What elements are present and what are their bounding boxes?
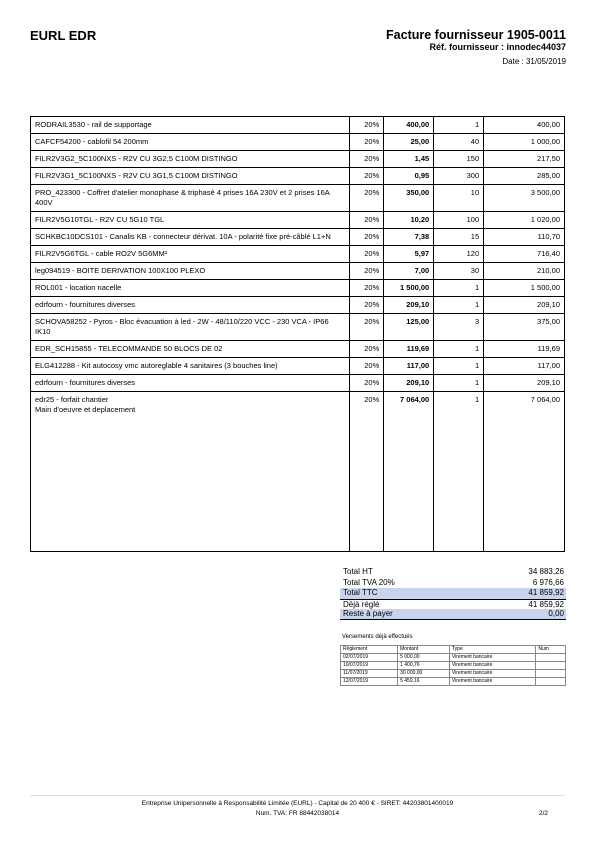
line-unit-price-text: 7,00 (414, 266, 430, 275)
line-quantity (434, 280, 484, 297)
line-description-text: ROL001 - location nacelle (35, 283, 122, 292)
line-vat-text: 20% (364, 232, 380, 241)
line-description-text: PRO_423300 - Coffret d'atelier monophase & triphasé 4 prises 16A 230V et 2 prises 16A 400V (35, 188, 330, 207)
line-row (31, 117, 565, 134)
line-total (484, 134, 565, 151)
line-row (31, 168, 565, 185)
line-quantity (434, 314, 484, 341)
line-description-text: CAFCF54200 - cablofil 54 200mm (35, 137, 149, 146)
line-vat (350, 212, 384, 229)
line-unit-price-text: 209,10 (406, 300, 430, 309)
line-vat (350, 263, 384, 280)
line-description (31, 134, 350, 151)
footer-vat-number: Num. TVA: FR 88442038014 (255, 810, 340, 817)
line-quantity-text: 120 (466, 249, 480, 258)
line-total (484, 297, 565, 314)
line-description (31, 358, 350, 375)
line-quantity (434, 358, 484, 375)
line-unit-price (384, 134, 434, 151)
line-vat (350, 168, 384, 185)
line-quantity-text: 1 (474, 395, 480, 404)
line-total-text: 110,70 (537, 232, 560, 241)
line-vat (350, 341, 384, 358)
payment-date: 12/07/2019 (341, 678, 398, 686)
invoice-date: Date : 31/05/2019 (502, 57, 566, 66)
line-description (31, 212, 350, 229)
payment-amount: 5 000,00 (398, 654, 450, 662)
payments-title: Versements déjà effectués (342, 634, 413, 640)
line-quantity-text: 1 (474, 120, 480, 129)
company-name: EURL EDR (30, 28, 97, 43)
line-unit-price (384, 392, 434, 552)
line-quantity-text: 40 (470, 137, 480, 146)
line-quantity-text: 150 (466, 154, 480, 163)
line-unit-price-text: 1 500,00 (400, 283, 430, 292)
line-row (31, 151, 565, 168)
payment-type: Virement bancaire (449, 654, 536, 662)
line-row (31, 212, 565, 229)
line-row (31, 297, 565, 314)
line-vat-text: 20% (364, 188, 380, 197)
totals-block (340, 567, 566, 620)
payment-type: Virement bancaire (449, 662, 536, 670)
line-description-text: FILR2V3G1_5C100NXS - R2V CU 3G1,5 C100M DISTINGO (35, 171, 238, 180)
line-quantity (434, 297, 484, 314)
line-quantity-text: 15 (470, 232, 480, 241)
line-unit-price (384, 280, 434, 297)
line-unit-price (384, 117, 434, 134)
line-description-text: edrfourn - fournitures diverses (35, 300, 136, 309)
line-vat-text: 20% (364, 361, 380, 370)
line-description (31, 117, 350, 134)
line-unit-price (384, 263, 434, 280)
already-paid-label: Déjà réglé (343, 599, 380, 609)
line-total-text: 1 020,00 (530, 215, 560, 224)
payment-num (536, 654, 566, 662)
line-unit-price (384, 358, 434, 375)
line-unit-price-text: 1,45 (414, 154, 430, 163)
line-quantity (434, 229, 484, 246)
line-description (31, 375, 350, 392)
supplier-reference: Réf. fournisseur : innodec44037 (429, 42, 566, 52)
line-unit-price (384, 246, 434, 263)
total-tva-value: 6 976,66 (532, 577, 564, 587)
line-description-text: FILR2V3G2_5C100NXS - R2V CU 3G2,5 C100M DISTINGO (35, 154, 238, 163)
line-row (31, 263, 565, 280)
line-row (31, 392, 565, 552)
payment-row (341, 678, 566, 686)
line-total-text: 1 000,00 (530, 137, 560, 146)
line-vat-text: 20% (364, 300, 380, 309)
line-quantity (434, 263, 484, 280)
line-vat (350, 134, 384, 151)
total-ttc-value: 41 859,92 (528, 588, 564, 597)
payments-header-row (341, 646, 566, 654)
line-row (31, 358, 565, 375)
payments-table (340, 645, 566, 686)
remaining-label: Reste à payer (343, 609, 393, 618)
line-unit-price-text: 125,00 (406, 317, 430, 326)
line-unit-price (384, 297, 434, 314)
line-description-text: RODRAIL3530 - rail de supportage (35, 120, 152, 129)
line-vat-text: 20% (364, 378, 380, 387)
line-description-text: leg094519 - BOITE DERIVATION 100X100 PLEXO (35, 266, 206, 275)
line-description (31, 280, 350, 297)
line-unit-price-text: 400,00 (406, 120, 430, 129)
line-total (484, 358, 565, 375)
already-paid-value: 41 859,92 (528, 599, 564, 609)
line-total-text: 119,69 (537, 344, 560, 353)
total-tva-row (340, 578, 566, 589)
line-row (31, 375, 565, 392)
total-ht-value: 34 883,26 (528, 567, 564, 576)
remaining-row (340, 609, 566, 620)
page-number: 2/2 (538, 810, 548, 817)
line-total-text: 1 500,00 (530, 283, 560, 292)
line-unit-price (384, 314, 434, 341)
payment-num (536, 662, 566, 670)
line-unit-price-text: 7,38 (414, 232, 430, 241)
line-quantity (434, 375, 484, 392)
line-vat (350, 358, 384, 375)
line-total (484, 212, 565, 229)
line-quantity (434, 185, 484, 212)
line-description (31, 246, 350, 263)
line-vat (350, 280, 384, 297)
line-total-text: 7 064,00 (530, 395, 560, 404)
line-total-text: 285,00 (537, 171, 560, 180)
line-total (484, 117, 565, 134)
line-vat (350, 229, 384, 246)
line-quantity-text: 300 (466, 171, 480, 180)
line-total (484, 168, 565, 185)
payment-date: 11/07/2019 (341, 670, 398, 678)
line-vat-text: 20% (364, 137, 380, 146)
line-unit-price-text: 25,00 (410, 137, 430, 146)
line-vat-text: 20% (364, 171, 380, 180)
line-row (31, 185, 565, 212)
payment-type: Virement bancaire (449, 678, 536, 686)
line-unit-price-text: 209,10 (406, 378, 430, 387)
line-total-text: 209,10 (537, 378, 560, 387)
line-total (484, 229, 565, 246)
payment-num (536, 670, 566, 678)
line-unit-price (384, 168, 434, 185)
line-description-detail: Main d'oeuvre et deplacement (35, 405, 136, 414)
line-unit-price-text: 0,95 (414, 171, 430, 180)
line-unit-price (384, 212, 434, 229)
line-quantity (434, 246, 484, 263)
line-description (31, 151, 350, 168)
line-description (31, 341, 350, 358)
line-unit-price (384, 229, 434, 246)
line-unit-price-text: 5,97 (414, 249, 430, 258)
line-total-text: 210,00 (537, 266, 560, 275)
line-total (484, 151, 565, 168)
total-ht-label: Total HT (343, 567, 373, 576)
payment-date: 10/07/2019 (341, 662, 398, 670)
line-unit-price (384, 375, 434, 392)
line-vat-text: 20% (364, 249, 380, 258)
line-description (31, 168, 350, 185)
line-total-text: 3 500,00 (530, 188, 560, 197)
line-description-text: SCHOVA58252 - Pyros - Bloc évacuation à led - 2W - 48/110/220 VCC - 230 VCA - IP66 IK10 (35, 317, 329, 336)
line-vat-text: 20% (364, 120, 380, 129)
line-total (484, 185, 565, 212)
line-total-text: 209,10 (537, 300, 560, 309)
payment-amount: 1 400,76 (398, 662, 450, 670)
invoice-title: Facture fournisseur 1905-0011 (386, 28, 566, 42)
line-unit-price (384, 341, 434, 358)
line-quantity-text: 1 (474, 300, 480, 309)
payments-header-type: Type (449, 646, 536, 654)
line-row (31, 134, 565, 151)
line-description (31, 314, 350, 341)
line-quantity-text: 100 (466, 215, 480, 224)
footer-divider (30, 795, 565, 796)
line-description-text: FILR2V5G10TGL - R2V CU 5G10 TGL (35, 215, 165, 224)
already-paid-row (340, 599, 566, 610)
line-total (484, 280, 565, 297)
line-quantity (434, 134, 484, 151)
line-row (31, 229, 565, 246)
line-description (31, 263, 350, 280)
line-vat (350, 117, 384, 134)
line-total (484, 314, 565, 341)
line-quantity-text: 3 (474, 317, 480, 326)
line-quantity (434, 117, 484, 134)
total-ttc-label: Total TTC (343, 588, 378, 597)
line-unit-price-text: 10,20 (410, 215, 430, 224)
line-description-text: EDR_SCH15855 - TELECOMMANDE 50 BLOCS DE 02 (35, 344, 223, 353)
payment-amount: 30 000,00 (398, 670, 450, 678)
payment-num (536, 678, 566, 686)
line-quantity-text: 1 (474, 378, 480, 387)
line-description-text: ELG412288 - Kit autocosy vmc autoreglable 4 sanitaires (3 bouches line) (35, 361, 278, 370)
total-tva-label: Total TVA 20% (343, 577, 395, 587)
line-quantity (434, 212, 484, 229)
line-total-text: 716,40 (537, 249, 560, 258)
line-vat-text: 20% (364, 215, 380, 224)
line-vat (350, 297, 384, 314)
line-total-text: 217,50 (537, 154, 560, 163)
line-total-text: 400,00 (537, 120, 560, 129)
line-row (31, 246, 565, 263)
line-unit-price-text: 7 064,00 (400, 395, 430, 404)
line-description-text: edrfourn - fournitures diverses (35, 378, 136, 387)
line-total (484, 246, 565, 263)
line-quantity-text: 30 (470, 266, 480, 275)
payments-header-amount: Montant (398, 646, 450, 654)
line-vat (350, 185, 384, 212)
line-description (31, 185, 350, 212)
line-unit-price (384, 185, 434, 212)
line-vat-text: 20% (364, 283, 380, 292)
payment-type: Virement bancaire (449, 670, 536, 678)
line-vat (350, 314, 384, 341)
total-ttc-row (340, 588, 566, 599)
line-quantity-text: 1 (474, 283, 480, 292)
line-quantity (434, 341, 484, 358)
line-vat-text: 20% (364, 317, 380, 326)
line-description-text: SCHKBC10DCS101 - Canalis KB - connecteur dérivat. 10A - polarité fixe pré-câblé L1+N (35, 232, 331, 241)
line-vat-text: 20% (364, 266, 380, 275)
line-vat-text: 20% (364, 344, 380, 353)
line-vat (350, 151, 384, 168)
line-quantity-text: 1 (474, 361, 480, 370)
line-quantity (434, 392, 484, 552)
line-total-text: 375,00 (537, 317, 560, 326)
line-total (484, 341, 565, 358)
payments-header-num: Num (536, 646, 566, 654)
line-vat (350, 392, 384, 552)
line-row (31, 314, 565, 341)
payment-row (341, 670, 566, 678)
line-total (484, 263, 565, 280)
invoice-lines-table (30, 116, 565, 552)
remaining-value: 0,00 (548, 609, 564, 618)
footer-legal: Entreprise Unipersonnelle à Responsabilité Limitée (EURL) - Capital de 20 400 € - SIRET: 44203801400019 (141, 800, 454, 807)
line-quantity (434, 151, 484, 168)
line-unit-price (384, 151, 434, 168)
line-quantity-text: 1 (474, 344, 480, 353)
line-unit-price-text: 119,69 (406, 344, 430, 353)
line-vat (350, 246, 384, 263)
payment-row (341, 654, 566, 662)
payment-date: 02/07/2019 (341, 654, 398, 662)
line-vat (350, 375, 384, 392)
payment-row (341, 662, 566, 670)
line-total (484, 392, 565, 552)
line-description (31, 392, 350, 552)
line-total (484, 375, 565, 392)
line-row (31, 280, 565, 297)
total-ht-row (340, 567, 566, 578)
line-total-text: 117,00 (537, 361, 560, 370)
line-vat-text: 20% (364, 395, 380, 404)
line-description-text: FILR2V5G6TGL - cable RO2V 5G6MM² (35, 249, 168, 258)
payments-header-date: Règlement (341, 646, 398, 654)
line-row (31, 341, 565, 358)
payment-amount: 5 459,16 (398, 678, 450, 686)
line-unit-price-text: 350,00 (406, 188, 430, 197)
line-quantity-text: 10 (470, 188, 480, 197)
line-description (31, 297, 350, 314)
line-quantity (434, 168, 484, 185)
line-description-text: edr25 - forfait chantier (35, 395, 109, 404)
line-vat-text: 20% (364, 154, 380, 163)
line-description (31, 229, 350, 246)
line-unit-price-text: 117,00 (406, 361, 430, 370)
